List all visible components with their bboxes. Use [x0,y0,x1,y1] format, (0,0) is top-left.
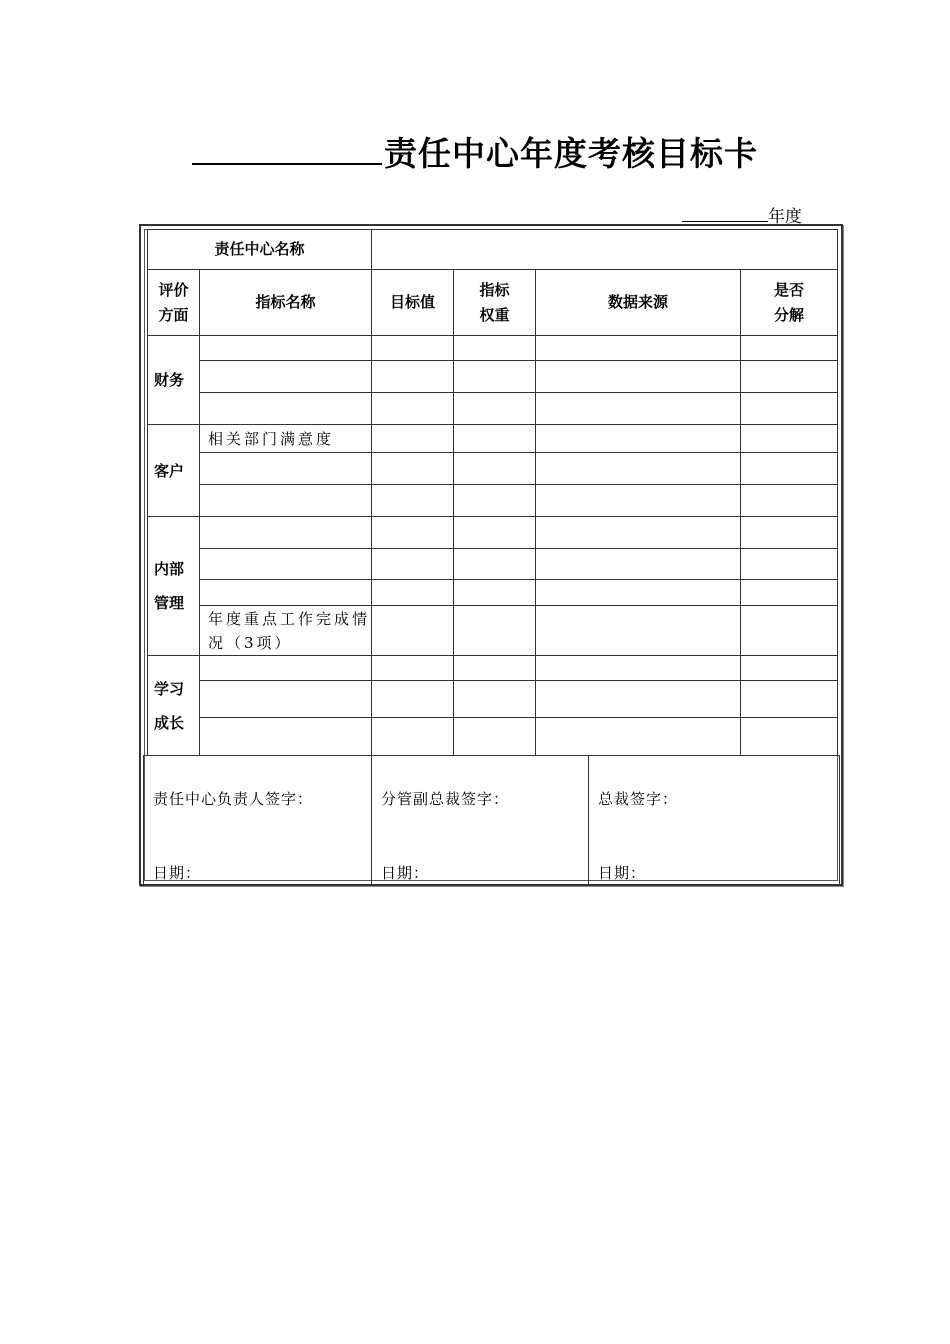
year-fill-blank[interactable] [682,207,768,222]
target-value-cell[interactable] [372,336,454,361]
indicator-name-cell[interactable] [200,656,372,681]
data-source-cell[interactable] [536,681,741,718]
target-value-cell[interactable] [372,656,454,681]
data-source-cell[interactable] [536,393,741,425]
target-value-cell[interactable] [372,453,454,485]
decomposed-cell[interactable] [741,606,838,656]
category-customer: 客户 [148,425,200,517]
indicator-name-cell[interactable] [200,549,372,580]
header-indicator-weight: 指标 权重 [454,270,536,336]
weight-cell[interactable] [454,580,536,606]
center-head-signature-cell[interactable] [144,756,372,885]
indicator-name-cell[interactable] [200,336,372,361]
data-source-cell[interactable] [536,485,741,517]
header-evaluation-aspect: 评价 方面 [148,270,200,336]
weight-cell[interactable] [454,606,536,656]
page-title [0,128,950,175]
header-target-value: 目标值 [372,270,454,336]
center-name-label: 责任中心名称 [148,230,372,270]
table-row [148,393,838,425]
indicator-name-cell[interactable] [200,517,372,549]
indicator-name-cell[interactable] [200,580,372,606]
weight-cell[interactable] [454,718,536,756]
table-row [148,718,838,756]
weight-cell[interactable] [454,336,536,361]
vice-president-date-label: 日期： [381,864,430,882]
target-value-cell[interactable] [372,718,454,756]
decomposed-cell[interactable] [741,485,838,517]
weight-cell[interactable] [454,549,536,580]
data-source-cell[interactable] [536,453,741,485]
table-row [148,361,838,393]
decomposed-cell[interactable] [741,580,838,606]
center-head-signature-label: 责任中心负责人签字： [153,790,314,808]
signature-row [144,756,840,885]
target-value-cell[interactable] [372,393,454,425]
indicator-name-cell[interactable] [200,453,372,485]
decomposed-cell[interactable] [741,393,838,425]
target-value-cell[interactable] [372,580,454,606]
table-row [148,485,838,517]
data-source-cell[interactable] [536,425,741,453]
data-source-cell[interactable] [536,606,741,656]
category-finance: 财务 [148,336,200,425]
center-name-row [148,230,838,270]
data-source-cell[interactable] [536,336,741,361]
target-value-cell[interactable] [372,425,454,453]
table-row [148,425,838,453]
decomposed-cell[interactable] [741,681,838,718]
data-source-cell[interactable] [536,549,741,580]
decomposed-cell[interactable] [741,718,838,756]
header-indicator-name: 指标名称 [200,270,372,336]
category-internal-management: 内部 管理 [148,517,200,656]
title-text: 责任中心年度考核目标卡 [384,134,758,173]
target-value-cell[interactable] [372,606,454,656]
title-fill-blank[interactable] [192,135,382,165]
decomposed-cell[interactable] [741,453,838,485]
indicator-name-cell[interactable] [200,393,372,425]
header-row [148,270,838,336]
decomposed-cell[interactable] [741,361,838,393]
weight-cell[interactable] [454,393,536,425]
table-row [148,580,838,606]
target-value-cell[interactable] [372,485,454,517]
president-signature-cell[interactable] [589,756,840,885]
data-source-cell[interactable] [536,361,741,393]
decomposed-cell[interactable] [741,517,838,549]
weight-cell[interactable] [454,485,536,517]
weight-cell[interactable] [454,656,536,681]
weight-cell[interactable] [454,681,536,718]
target-card-table [147,229,838,756]
vice-president-signature-cell[interactable] [372,756,589,885]
table-row [148,336,838,361]
table-row [148,517,838,549]
data-source-cell[interactable] [536,718,741,756]
indicator-name-cell[interactable] [200,485,372,517]
header-decomposed: 是否 分解 [741,270,838,336]
indicator-name-cell[interactable]: 年度重点工作完成情况（3项） [200,606,372,656]
weight-cell[interactable] [454,453,536,485]
vice-president-signature-label: 分管副总裁签字： [381,790,510,808]
table-row [148,549,838,580]
decomposed-cell[interactable] [741,336,838,361]
table-row [148,656,838,681]
center-head-date-label: 日期： [153,864,202,882]
signature-table [143,755,840,885]
target-value-cell[interactable] [372,517,454,549]
target-value-cell[interactable] [372,549,454,580]
decomposed-cell[interactable] [741,425,838,453]
center-name-input[interactable] [372,230,838,270]
indicator-name-cell[interactable] [200,361,372,393]
indicator-name-cell[interactable] [200,718,372,756]
weight-cell[interactable] [454,425,536,453]
table-row [148,606,838,656]
year-label: 年度 [768,207,802,227]
table-row [148,453,838,485]
weight-cell[interactable] [454,517,536,549]
data-source-cell[interactable] [536,517,741,549]
president-date-label: 日期： [598,864,647,882]
header-data-source: 数据来源 [536,270,741,336]
target-value-cell[interactable] [372,681,454,718]
weight-cell[interactable] [454,361,536,393]
decomposed-cell[interactable] [741,549,838,580]
category-learning-growth: 学习 成长 [148,656,200,756]
president-signature-label: 总裁签字： [598,790,679,808]
indicator-name-cell[interactable]: 相关部门满意度 [200,425,372,453]
data-source-cell[interactable] [536,656,741,681]
target-value-cell[interactable] [372,361,454,393]
table-row [148,681,838,718]
indicator-name-cell[interactable] [200,681,372,718]
decomposed-cell[interactable] [741,656,838,681]
data-source-cell[interactable] [536,580,741,606]
